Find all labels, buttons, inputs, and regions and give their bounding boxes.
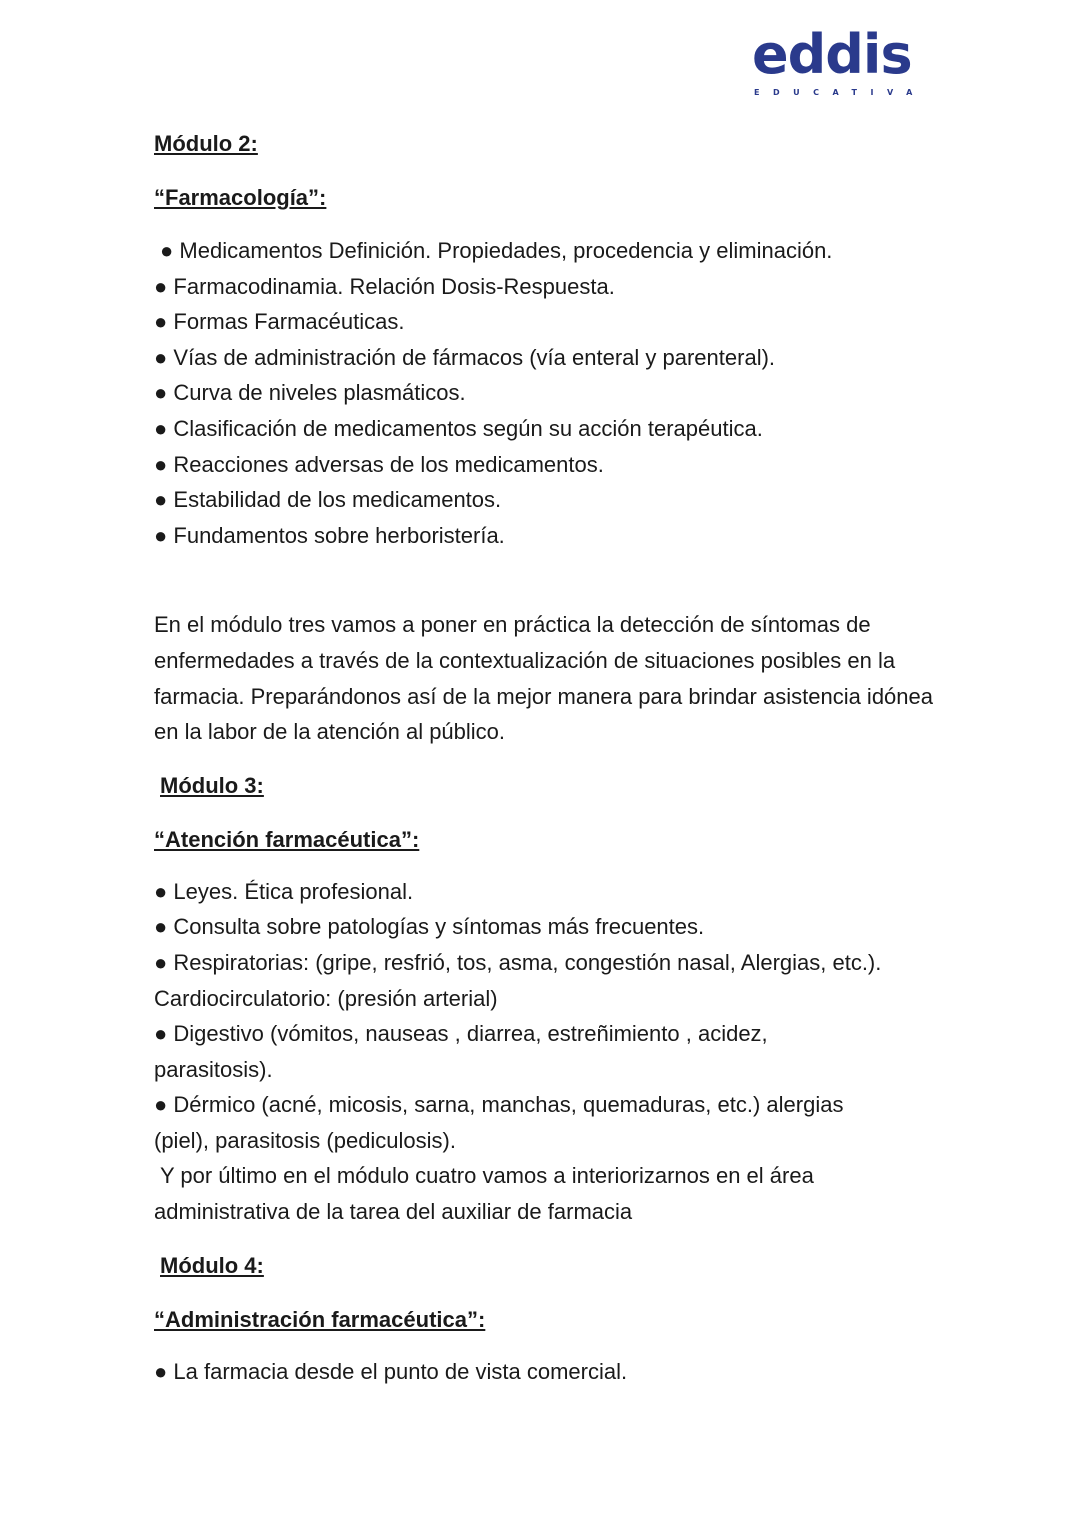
modulo2-topic-list: [154, 233, 944, 553]
list-item: ● Vías de administración de fármacos (vía enteral y parenteral).: [154, 344, 776, 370]
modulo3-title: Módulo 3:: [160, 772, 264, 798]
digestivo-line: ● Digestivo (vómitos, nauseas , diarrea, estreñimiento , acidez,: [154, 1021, 768, 1047]
eddis-logo: [748, 22, 926, 104]
list-item: ● Reacciones adversas de los medicamentos.: [154, 451, 604, 477]
modulo2-subtitle: “Farmacología”:: [154, 185, 327, 210]
modulo2-title: Módulo 2:: [154, 131, 258, 156]
list-item: ● Curva de niveles plasmáticos.: [154, 380, 466, 406]
modulo4-title: Módulo 4:: [160, 1252, 264, 1278]
modulo4-intro-line-cont: administrativa de la tarea del auxiliar de farmacia: [154, 1199, 633, 1225]
document-body: [154, 124, 944, 1389]
cardio-line: Cardiocirculatorio: (presión arterial): [154, 985, 498, 1011]
dermico-line: ● Dérmico (acné, micosis, sarna, manchas, quemaduras, etc.) alergias: [154, 1092, 844, 1118]
list-item: ● Farmacodinamia. Relación Dosis-Respuesta.: [154, 273, 615, 299]
modulo3-intro-paragraph: En el módulo tres vamos a poner en práctica la detección de síntomas de enfermedades a través de la contextualización de situaciones posibles en la farmacia. Preparándonos así de la mejor manera para brindar asistencia idónea en la labor de la atención al público.: [154, 612, 933, 745]
list-item: ● La farmacia desde el punto de vista comercial.: [154, 1358, 628, 1384]
logo-tagline: EDUCATIVA: [754, 88, 926, 97]
list-item: ● Fundamentos sobre herboristería.: [154, 522, 505, 548]
list-item: ● Medicamentos Definición. Propiedades, procedencia y eliminación.: [160, 238, 833, 263]
logo-wordmark: eddis: [752, 23, 912, 86]
list-item: ● Leyes. Ética profesional.: [154, 878, 414, 904]
modulo3-topic-list: [154, 874, 944, 981]
list-item: ● Respiratorias: (gripe, resfrió, tos, asma, congestión nasal, Alergias, etc.).: [154, 949, 882, 975]
list-item: ● Formas Farmacéuticas.: [154, 309, 405, 335]
list-item: ● Clasificación de medicamentos según su acción terapéutica.: [154, 415, 763, 441]
digestivo-line-cont: parasitosis).: [154, 1056, 273, 1082]
list-item: ● Estabilidad de los medicamentos.: [154, 487, 502, 513]
modulo4-subtitle: “Administración farmacéutica”:: [154, 1306, 486, 1332]
modulo4-intro-line: Y por último en el módulo cuatro vamos a interiorizarnos en el área: [160, 1163, 814, 1189]
list-item: ● Consulta sobre patologías y síntomas más frecuentes.: [154, 914, 705, 940]
dermico-line-cont: (piel), parasitosis (pediculosis).: [154, 1127, 456, 1153]
modulo3-subtitle: “Atención farmacéutica”:: [154, 826, 420, 852]
modulo4-topic-list: [154, 1354, 944, 1390]
